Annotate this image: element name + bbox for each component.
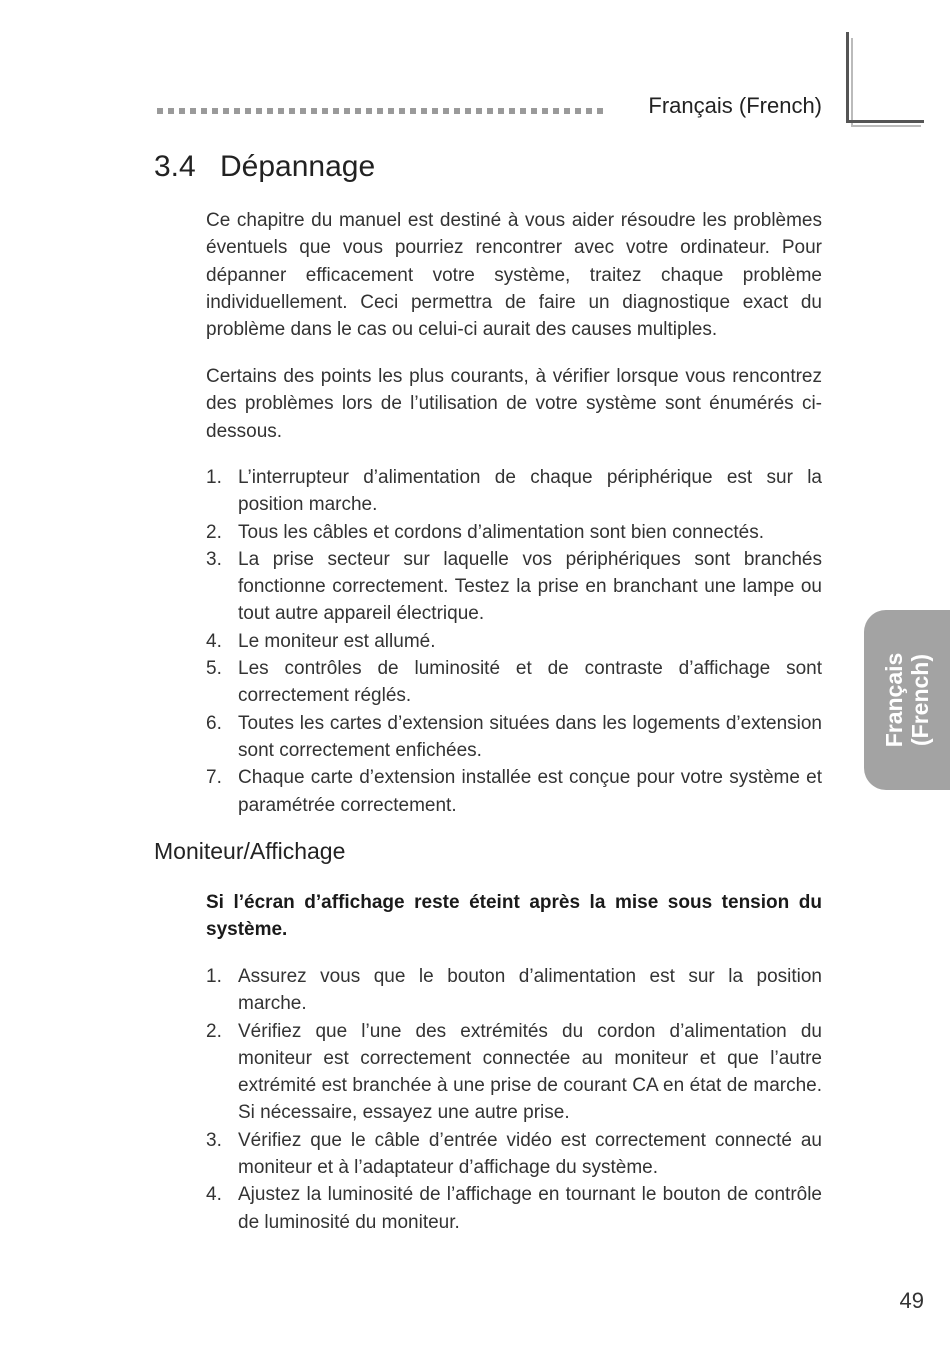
header-dot xyxy=(322,108,328,114)
corner-mark-horizontal xyxy=(846,120,924,123)
header-dot xyxy=(190,108,196,114)
list-item xyxy=(206,655,822,710)
list-item-number: 5. xyxy=(206,658,222,680)
section-title xyxy=(154,150,375,184)
list-item xyxy=(206,628,822,655)
list-item-text: Les contrôles de luminosité et de contraste d’affichage sont correctement réglés. xyxy=(238,658,822,707)
list-item-number: 3. xyxy=(206,548,222,570)
list-item-number: 2. xyxy=(206,521,222,543)
list-item-text: L’interrupteur d’alimentation de chaque périphérique est sur la position marche. xyxy=(238,467,822,516)
header-dot xyxy=(498,108,504,114)
list-item-text: Vérifiez que le câble d’entrée vidéo est correctement connecté au moniteur et à l’adaptateur d’affichage du système. xyxy=(238,1129,822,1179)
header-dot xyxy=(421,108,427,114)
list-item-text: Toutes les cartes d’extension situées dans les logements d’extension sont correctement enfichées. xyxy=(238,712,822,761)
header-dot xyxy=(157,108,163,114)
monitor-steps xyxy=(206,963,822,1236)
list-item-number: 4. xyxy=(206,1184,222,1206)
header-dot xyxy=(245,108,251,114)
checklist xyxy=(206,464,822,819)
header-dot xyxy=(355,108,361,114)
corner-mark-vertical xyxy=(846,32,849,122)
list-item-number: 4. xyxy=(206,630,222,652)
list-item xyxy=(206,1127,822,1182)
list-item-text: Tous les câbles et cordons d’alimentation sont bien connectés. xyxy=(238,521,764,543)
list-item-text: Assurez vous que le bouton d’alimentation est sur la position marche. xyxy=(238,966,822,1015)
header-dot xyxy=(553,108,559,114)
side-tab-line-1: Français xyxy=(881,652,907,748)
header-dot xyxy=(564,108,570,114)
header-dot xyxy=(300,108,306,114)
list-item xyxy=(206,1018,822,1127)
header-dot-rule xyxy=(157,108,603,114)
list-item-number: 1. xyxy=(206,467,222,488)
language-side-tab xyxy=(864,610,950,790)
header-dot xyxy=(454,108,460,114)
header-dot xyxy=(234,108,240,114)
header-dot xyxy=(201,108,207,114)
list-item xyxy=(206,963,822,1018)
header-language-label: Français (French) xyxy=(648,93,822,118)
header-dot xyxy=(520,108,526,114)
list-item-text: Chaque carte d’extension installée est conçue pour votre système et paramétrée correctement. xyxy=(238,767,822,816)
header-dot xyxy=(366,108,372,114)
header-dot xyxy=(278,108,284,114)
list-item xyxy=(206,546,822,628)
header-dot xyxy=(531,108,537,114)
header-dot xyxy=(597,108,603,114)
header-dot xyxy=(399,108,405,114)
header-dot xyxy=(465,108,471,114)
header-dot xyxy=(168,108,174,114)
header-dot xyxy=(388,108,394,114)
list-item xyxy=(206,519,822,546)
header-dot xyxy=(289,108,295,114)
list-item-text: Ajustez la luminosité de l’affichage en tournant le bouton de contrôle de luminosité du moniteur. xyxy=(238,1184,822,1233)
header-dot xyxy=(179,108,185,114)
header-dot xyxy=(487,108,493,114)
checklist-intro-paragraph: Certains des points les plus courants, à vérifier lorsque vous rencontrez des problèmes lors de l’utilisation de votre système sont énumérés ci-dessous. xyxy=(206,366,822,442)
list-item xyxy=(206,764,822,819)
side-tab-line-2: (French) xyxy=(907,654,933,747)
section-title-text: Dépannage xyxy=(220,150,376,183)
header-dot xyxy=(542,108,548,114)
header-dot xyxy=(509,108,515,114)
header-dot xyxy=(344,108,350,114)
corner-mark-vertical-shadow xyxy=(851,38,853,126)
list-item-number: 1. xyxy=(206,966,222,987)
problem-statement: Si l’écran d’affichage reste éteint après la mise sous tension du système. xyxy=(206,892,822,941)
list-item-number: 3. xyxy=(206,1129,222,1151)
header-dot xyxy=(586,108,592,114)
header-dot xyxy=(443,108,449,114)
header-dot xyxy=(256,108,262,114)
header-dot xyxy=(410,108,416,114)
list-item-text: Vérifiez que l’une des extrémités du cordon d’alimentation du moniteur est correctement connectée au moniteur et que l’autre extrémité est branchée à une prise de courant CA en état de marche. Si nécessaire, essayez une autre prise. xyxy=(238,1020,822,1124)
header-dot xyxy=(432,108,438,114)
corner-mark-horizontal-shadow xyxy=(851,125,921,127)
header-dot xyxy=(476,108,482,114)
header-dot xyxy=(212,108,218,114)
section-number: 3.4 xyxy=(154,150,196,183)
intro-paragraph: Ce chapitre du manuel est destiné à vous aider résoudre les problèmes éventuels que vous pourriez rencontrer avec votre ordinateur. Pour dépanner efficacement votre système, traitez chaque problème individuellement. Ceci permettra de faire un diagnostique exact du problème dans le cas ou celui-ci aurait des causes multiples. xyxy=(206,210,822,341)
header-dot xyxy=(311,108,317,114)
list-item-number: 6. xyxy=(206,712,222,734)
list-item-number: 7. xyxy=(206,767,222,789)
list-item-text: La prise secteur sur laquelle vos périphériques sont branchés fonctionne correctement. Testez la prise en branchant une lampe ou tout autre appareil électrique. xyxy=(238,548,822,625)
list-item-text: Le moniteur est allumé. xyxy=(238,630,436,652)
side-tab-label xyxy=(881,653,933,748)
header-dot xyxy=(333,108,339,114)
list-item xyxy=(206,1181,822,1236)
list-item xyxy=(206,464,822,519)
header-dot xyxy=(575,108,581,114)
header-dot xyxy=(267,108,273,114)
header-dot xyxy=(223,108,229,114)
list-item xyxy=(206,710,822,765)
header-dot xyxy=(377,108,383,114)
list-item-number: 2. xyxy=(206,1020,222,1042)
subsection-title: Moniteur/Affichage xyxy=(154,838,346,864)
page-number: 49 xyxy=(899,1288,924,1313)
